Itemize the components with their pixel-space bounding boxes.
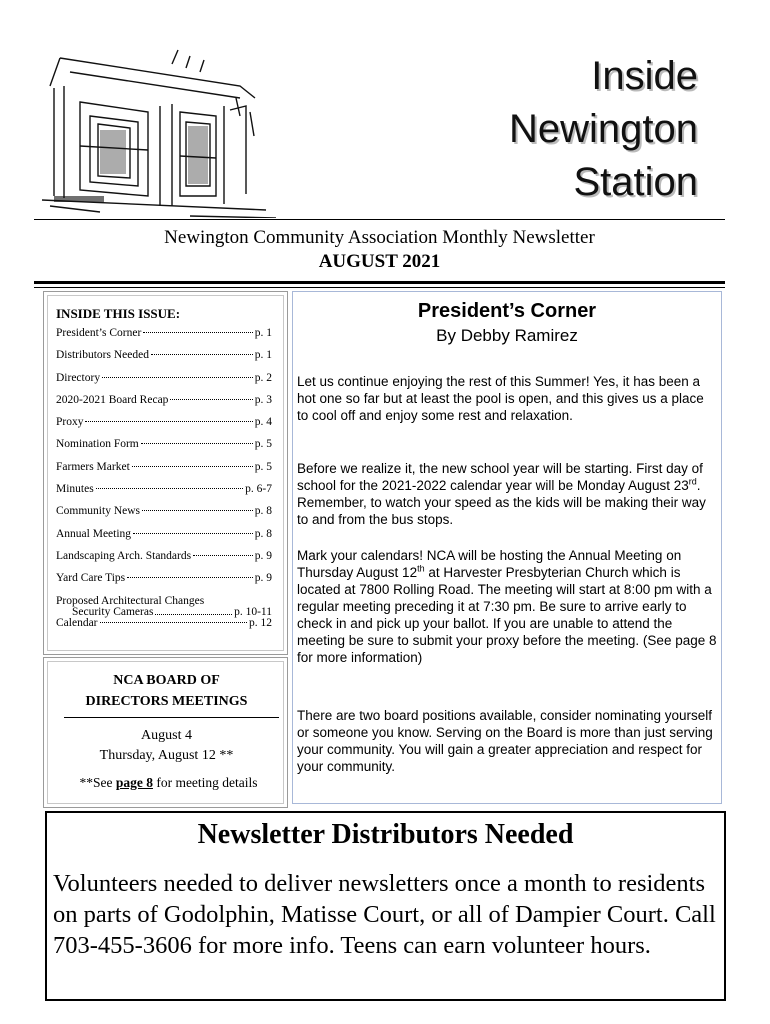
toc-item[interactable] [56, 483, 272, 505]
toc-item-title: Annual Meeting [56, 527, 132, 540]
toc-item-title: 2020-2021 Board Recap [56, 393, 169, 406]
toc-item-title: Proposed Architectural Changes [56, 594, 205, 607]
toc-item-title: Minutes [56, 483, 94, 496]
toc-item-page: p. 9 [254, 549, 272, 562]
toc-item-title: Directory [56, 371, 101, 384]
toc-item-title: Yard Care Tips [56, 572, 126, 585]
distributors-needed-box [45, 811, 726, 1001]
toc-item-title: Distributors Needed [56, 349, 149, 362]
meeting-date-2: Thursday, August 12 ** [99, 748, 234, 763]
toc-item[interactable] [56, 327, 272, 349]
toc-item-page: p. 3 [254, 393, 272, 406]
title-line-inside: Inside [591, 54, 698, 98]
meeting-note [52, 775, 285, 791]
train-station-sketch-icon [40, 46, 280, 218]
ordinal-suffix: th [417, 563, 425, 574]
distributors-needed-title: Newsletter Distributors Needed [197, 819, 574, 850]
meeting-note-suffix: for meeting details [152, 775, 258, 790]
toc-item-page: p. 6-7 [245, 483, 272, 496]
toc-item-page: p. 5 [254, 460, 272, 473]
board-meetings-box [43, 657, 288, 808]
paragraph-3-text-a: Mark your calendars! NCA will be hosting the Annual Meeting on Thursday August 12 [297, 548, 682, 580]
presidents-paragraph-4: There are two board positions available, consider nominating yourself or someone you know. Serving on the Board is more than just serving your community. You will gain a greater appreciation and respect for your community. [297, 708, 713, 774]
toc-item-page: p. 4 [254, 416, 272, 429]
presidents-corner-title: President’s Corner [417, 300, 597, 322]
toc-item-title: Proxy [56, 416, 84, 429]
title-line-newington: Newington [508, 107, 698, 151]
toc-item-title-line2: Security Cameras [72, 605, 154, 618]
header-rule-thin [34, 287, 725, 288]
newsletter-subtitle: Newington Community Association Monthly Newsletter [164, 227, 595, 248]
toc-item-page: p. 9 [254, 572, 272, 585]
meeting-date-1: August 4 [141, 728, 192, 743]
presidents-corner-author: By Debby Ramirez [436, 326, 578, 345]
toc-item-page: p. 5 [254, 438, 272, 451]
page-8-link[interactable]: page 8 [115, 775, 153, 790]
toc-heading: INSIDE THIS ISSUE: [56, 306, 181, 321]
toc-item[interactable] [56, 528, 272, 550]
toc-item-page: p. 1 [254, 349, 272, 362]
toc-item[interactable] [56, 372, 272, 394]
toc-item-page: p. 12 [249, 616, 272, 629]
paragraph-2-text-a: Before we realize it, the new school year will be starting. First day of school for the 2021-2022 calendar year will be Monday August 23 [297, 461, 703, 493]
title-line-station: Station [573, 160, 698, 204]
presidents-paragraph-2 [297, 460, 717, 528]
toc-item[interactable] [56, 349, 272, 371]
header-rule-thick [34, 281, 725, 284]
toc-item[interactable] [56, 461, 272, 483]
toc-item-title: President’s Corner [56, 327, 142, 339]
toc-item-page: p. 1 [254, 327, 272, 339]
newsletter-title [509, 50, 698, 209]
toc-item[interactable] [56, 550, 272, 572]
ordinal-suffix: rd [688, 476, 697, 487]
paragraph-2-text-b: . Remember, to watch your speed as the kids will be making their way to and from the bus stops. [297, 478, 706, 527]
toc-item-page: p. 8 [254, 527, 272, 540]
toc-item-title: Community News [56, 505, 141, 518]
toc-item[interactable] [56, 505, 272, 527]
meeting-note-prefix: **See [79, 775, 116, 790]
toc-item-page: p. 8 [254, 505, 272, 518]
paragraph-3-text-b: at Harvester Presbyterian Church which is located at 7800 Rolling Road. The meeting will start at 8:00 pm with a regular meeting preceding it at 7:30 pm. Be sure to arrive early to check in and pick up your ballot. If you are unable to attend the meeting be sure to submit your proxy before the meeting. (See page 8 for more information) [297, 565, 717, 665]
presidents-paragraph-1: Let us continue enjoying the rest of this Summer! Yes, it has been a hot one so far but at least the pool is open, and this gives us a place to cool off and enjoy some rest and relaxation. [297, 374, 704, 423]
masthead-divider [34, 219, 725, 220]
board-title-line1: NCA BOARD OF [113, 673, 220, 688]
board-title-line2: DIRECTORS MEETINGS [85, 694, 248, 709]
toc-item-title: Calendar [56, 616, 98, 629]
toc-item[interactable] [56, 416, 272, 438]
issue-date: AUGUST 2021 [318, 251, 441, 272]
toc-item-title: Farmers Market [56, 460, 130, 473]
board-meetings-title [52, 670, 281, 712]
distributors-needed-body: Volunteers needed to deliver newsletters once a month to residents on parts of Godolphin, Matisse Court, or all of Dampier Court. Call 703-455-3606 for more info. Teens can earn volunteer hours. [53, 870, 716, 959]
presidents-paragraph-3 [297, 547, 717, 666]
toc-item[interactable] [56, 572, 272, 594]
toc-item-title: Nomination Form [56, 438, 139, 451]
toc-item[interactable] [56, 394, 272, 416]
toc-item-page: p. 10-11 [234, 605, 272, 618]
toc-list [56, 327, 272, 639]
board-divider [64, 717, 279, 718]
toc-item-title: Landscaping Arch. Standards [56, 549, 192, 562]
toc-item[interactable] [56, 438, 272, 460]
inside-this-issue-box [43, 291, 288, 655]
presidents-corner-box [292, 291, 722, 804]
toc-item-page: p. 2 [254, 371, 272, 384]
toc-item[interactable] [56, 617, 272, 639]
